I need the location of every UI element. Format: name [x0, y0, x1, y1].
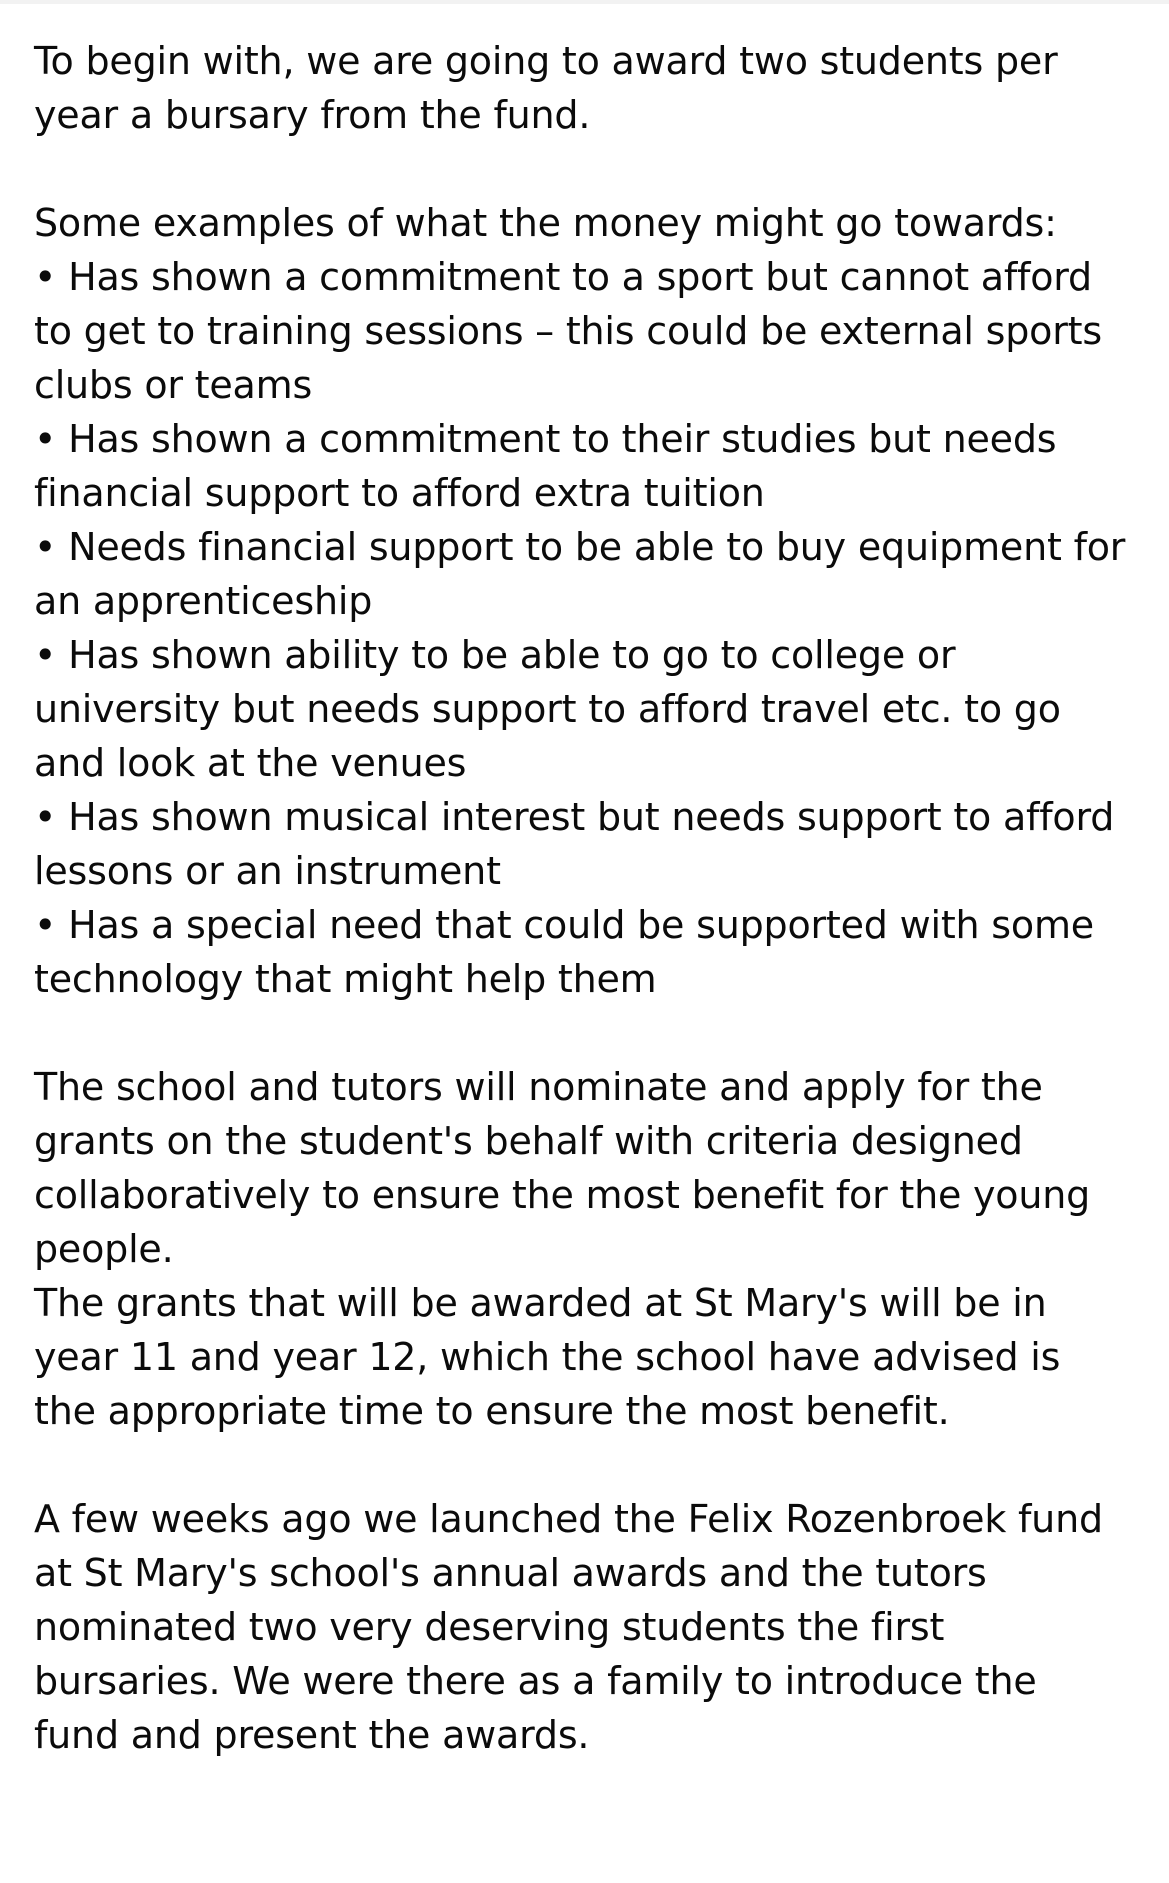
- paragraph-examples-heading: Some examples of what the money might go towards:: [34, 201, 1057, 245]
- paragraph-launch: A few weeks ago we launched the Felix Rozenbroek fund at St Mary's school's annual awards and the tutors nominated two very deserving students the first bursaries. We were there as a family to introduce the fund and present the awards.: [34, 1497, 1115, 1757]
- paragraph-spacer: [34, 142, 1129, 196]
- list-item: • Has a special need that could be supported with some technology that might help them: [34, 903, 1106, 1001]
- paragraph-intro: To begin with, we are going to award two students per year a bursary from the fund.: [34, 39, 1070, 137]
- list-item: • Needs financial support to be able to buy equipment for an apprenticeship: [34, 525, 1138, 623]
- paragraph-spacer: [34, 1438, 1129, 1492]
- list-item: • Has shown a commitment to their studies but needs financial support to afford extra tuition: [34, 417, 1069, 515]
- list-item: • Has shown a commitment to a sport but cannot afford to get to training sessions – this could be external sports clubs or teams: [34, 255, 1114, 407]
- list-item: • Has shown ability to be able to go to college or university but needs support to afford travel etc. to go and look at the venues: [34, 633, 1073, 785]
- top-divider: [0, 0, 1169, 4]
- document-body: [34, 34, 1138, 1762]
- list-item: • Has shown musical interest but needs support to afford lessons or an instrument: [34, 795, 1127, 893]
- paragraph-grant-years: The grants that will be awarded at St Mary's will be in year 11 and year 12, which the school have advised is the appropriate time to ensure the most benefit.: [34, 1281, 1073, 1433]
- paragraph-nomination: The school and tutors will nominate and apply for the grants on the student's behalf with criteria designed collaboratively to ensure the most benefit for the young people.: [34, 1065, 1102, 1271]
- paragraph-spacer: [34, 1006, 1129, 1060]
